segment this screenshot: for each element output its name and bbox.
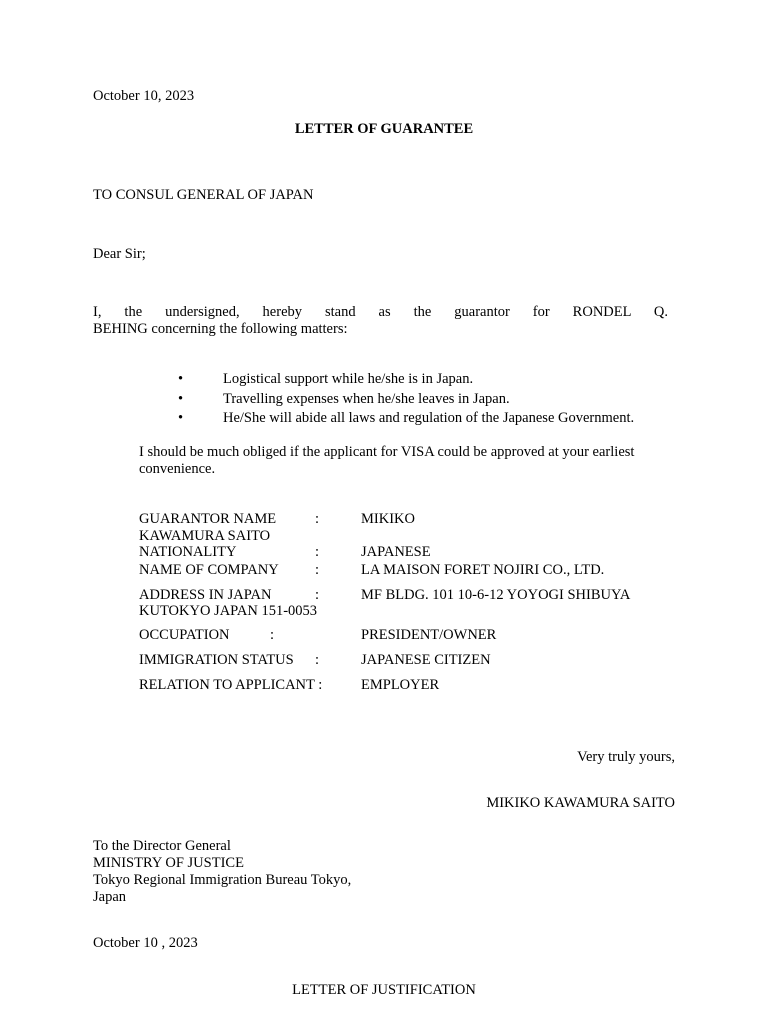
- info-colon: :: [270, 627, 275, 643]
- info-value: EMPLOYER: [361, 677, 440, 693]
- justification-addressee: [93, 838, 351, 906]
- closing-line-1: I should be much obliged if the applicant for VISA could be approved at your earliest: [139, 444, 635, 460]
- info-label: ADDRESS IN JAPAN: [139, 587, 272, 603]
- info-label: IMMIGRATION STATUS: [139, 652, 294, 668]
- addressee-line: MINISTRY OF JUSTICE: [93, 855, 244, 871]
- info-colon: :: [315, 544, 320, 560]
- list-item-text: He/She will abide all laws and regulation of the Japanese Government.: [223, 410, 635, 426]
- info-colon: :: [315, 652, 320, 668]
- addressee-line: Japan: [93, 889, 127, 905]
- info-colon: :: [315, 562, 320, 578]
- info-value: JAPANESE: [361, 544, 431, 560]
- closing-line-2: convenience.: [139, 460, 216, 477]
- info-value: PRESIDENT/OWNER: [361, 627, 497, 643]
- body-line-1: I, the undersigned, hereby stand as the guarantor for RONDEL Q.: [93, 304, 668, 320]
- info-value: MIKIKO: [361, 511, 415, 527]
- info-value: JAPANESE CITIZEN: [361, 652, 491, 668]
- info-value-continued: KUTOKYO JAPAN 151-0053: [139, 603, 318, 619]
- recipient: TO CONSUL GENERAL OF JAPAN: [93, 187, 314, 203]
- bullet-icon: •: [178, 410, 184, 426]
- justification-date: October 10 , 2023: [93, 935, 198, 951]
- valediction: Very truly yours,: [577, 749, 675, 765]
- list-item-text: Logistical support while he/she is in Japan.: [223, 371, 474, 387]
- salutation: Dear Sir;: [93, 246, 146, 262]
- addressee-line: Tokyo Regional Immigration Bureau Tokyo,: [93, 872, 352, 888]
- info-value: LA MAISON FORET NOJIRI CO., LTD.: [361, 562, 605, 578]
- info-label: NAME OF COMPANY: [139, 562, 279, 578]
- bullet-icon: •: [178, 371, 184, 387]
- body-line-2: BEHING concerning the following matters:: [93, 321, 348, 337]
- letter-date: October 10, 2023: [93, 88, 195, 104]
- info-label: NATIONALITY: [139, 544, 237, 560]
- list-item-text: Travelling expenses when he/she leaves in Japan.: [223, 390, 510, 407]
- info-value: MF BLDG. 101 10-6-12 YOYOGI SHIBUYA: [361, 587, 631, 603]
- closing-paragraph: [139, 444, 679, 477]
- addressee-line: To the Director General: [93, 838, 231, 854]
- info-label: RELATION TO APPLICANT :: [139, 677, 323, 693]
- info-value-continued: KAWAMURA SAITO: [139, 528, 271, 544]
- letter-title: LETTER OF GUARANTEE: [294, 121, 474, 137]
- bullet-icon: •: [178, 390, 184, 407]
- justification-title: LETTER OF JUSTIFICATION: [292, 982, 476, 998]
- signatory-name: MIKIKO KAWAMURA SAITO: [486, 795, 675, 811]
- info-colon: :: [315, 511, 320, 527]
- info-label: OCCUPATION: [139, 627, 230, 643]
- info-label: GUARANTOR NAME: [139, 511, 277, 527]
- info-colon: :: [315, 587, 320, 603]
- body-paragraph: [93, 304, 668, 338]
